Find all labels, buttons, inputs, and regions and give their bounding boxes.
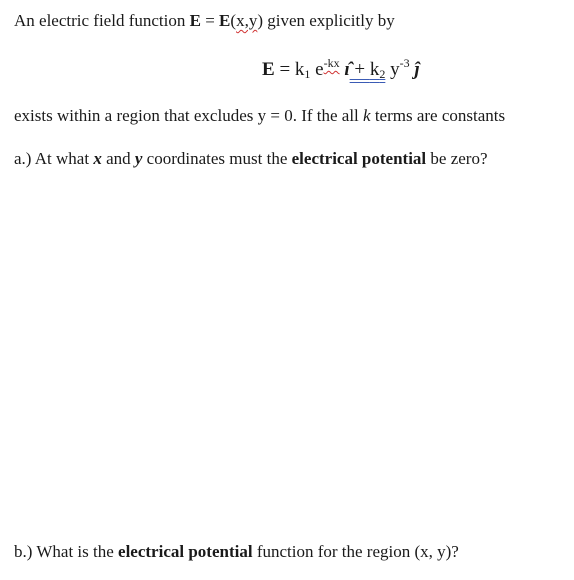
k-italic: k: [363, 106, 371, 125]
and-text: and: [101, 149, 135, 168]
equation-E: E: [262, 59, 275, 80]
equals-sign: =: [200, 11, 220, 30]
electrical-potential-term-b: electrical potential: [118, 542, 253, 561]
exponent-kx: -kx: [323, 56, 340, 70]
y-variable: y: [385, 59, 400, 80]
xy-argument: x,y: [236, 11, 258, 30]
region-condition-line: [14, 106, 505, 126]
k2-symbol: k: [369, 59, 380, 80]
paren-close: ): [257, 11, 263, 30]
question-a: [14, 149, 488, 169]
field-symbol: E: [189, 11, 201, 30]
problem-intro-line: [14, 11, 395, 31]
question-a-mid: coordinates must the: [142, 149, 292, 168]
intro-text: An electric field function: [14, 11, 190, 30]
question-a-end: be zero?: [426, 149, 488, 168]
i-hat-unit-vector: ı̂: [339, 59, 350, 80]
exponent-minus-3: -3: [399, 56, 410, 70]
j-hat-unit-vector: ĵ: [409, 59, 420, 80]
field-function-symbol: E: [219, 11, 231, 30]
x-coordinate: x: [93, 149, 102, 168]
y-coordinate: y: [134, 149, 143, 168]
plus-k2-group: [350, 59, 386, 80]
question-a-start: a.) At what: [14, 149, 94, 168]
field-equation: [262, 58, 420, 82]
question-b: [14, 542, 459, 562]
subscript-2: 2: [379, 67, 386, 81]
exp-base-e: e: [310, 59, 324, 80]
question-b-start: b.) What is the: [14, 542, 119, 561]
electrical-potential-term: electrical potential: [291, 149, 427, 168]
equation-equals-k: = k: [274, 59, 305, 80]
region-text-end: terms are constants: [370, 106, 506, 125]
region-text: exists within a region that excludes y = 0. If the all: [14, 106, 364, 125]
subscript-1: 1: [304, 67, 311, 81]
paren-open: (: [230, 11, 237, 30]
intro-text-end: given explicitly by: [262, 11, 395, 30]
question-b-end: function for the region (x, y)?: [252, 542, 459, 561]
plus-sign: +: [349, 59, 370, 80]
